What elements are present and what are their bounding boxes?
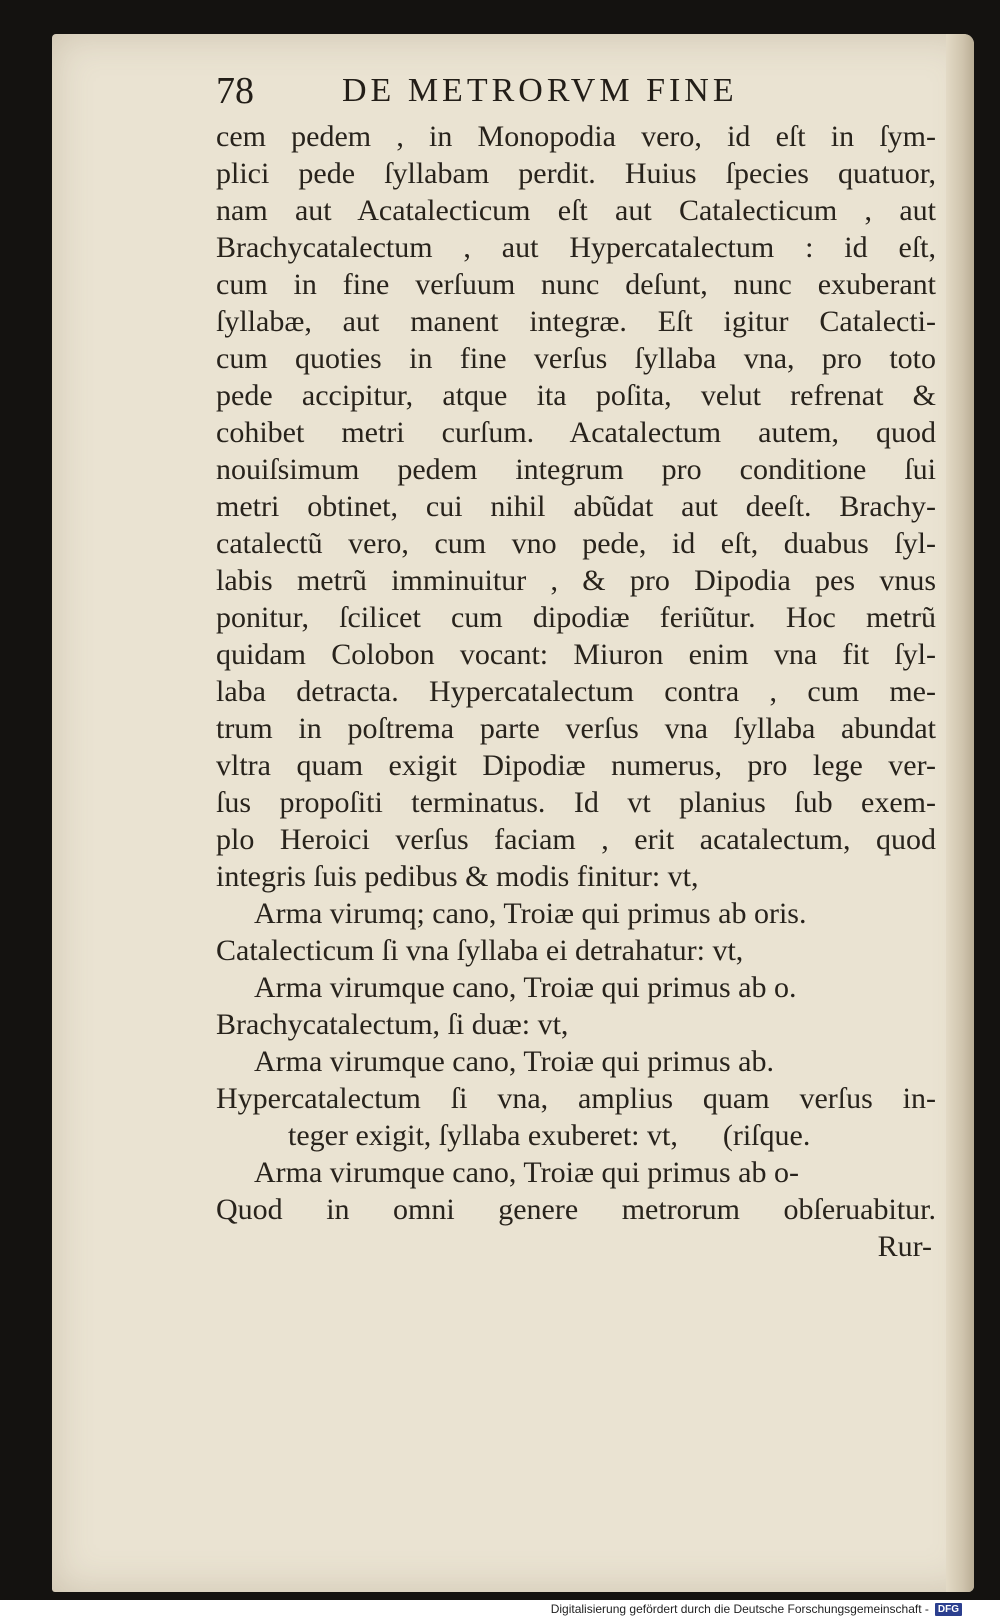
page-edge: [946, 34, 974, 1592]
text-line-1: cem pedem , in Monopodia vero, id eſt in ſym-: [216, 120, 936, 153]
page-number: 78: [216, 70, 254, 112]
verse-line-1: Arma virumq; cano, Troiæ qui primus ab oris.: [254, 897, 807, 930]
verse-line-4: Arma virumque cano, Troiæ qui primus ab o-: [254, 1156, 799, 1189]
text-line-6: ſyllabæ, aut manent integræ. Eſt igitur Catalecti-: [216, 305, 936, 338]
text-line-2: plici pede ſyllabam perdit. Huius ſpecies quatuor,: [216, 157, 936, 190]
text-line-21: integris ſuis pedibus & modis finitur: vt,: [216, 860, 699, 893]
digitization-note-text: Digitalisierung gefördert durch die Deutsche Forschungsgemeinschaft -: [550, 1602, 929, 1616]
text-line-23: Catalecticum ſi vna ſyllaba ei detrahatur: vt,: [216, 934, 744, 967]
text-line-27: Hypercatalectum ſi vna, amplius quam verſus in-: [216, 1082, 936, 1115]
text-line-5: cum in fine verſuum nunc deſunt, nunc exuberant: [216, 268, 936, 301]
text-line-17: trum in poſtrema parte verſus vna ſyllaba abundat: [216, 712, 936, 745]
text-line-30: Quod in omni genere metrorum obſeruabitur.: [216, 1193, 936, 1226]
verse-line-3: Arma virumque cano, Troiæ qui primus ab.: [254, 1045, 774, 1078]
text-line-15: quidam Colobon vocant: Miuron enim vna fit ſyl-: [216, 638, 936, 671]
text-line-10: nouiſsimum pedem integrum pro conditione ſui: [216, 453, 936, 486]
text-line-28: teger exigit, ſyllaba exuberet: vt, (riſque.: [288, 1119, 811, 1152]
text-line-4: Brachycatalectum , aut Hypercatalectum : id eſt,: [216, 231, 936, 264]
dfg-logo: DFG: [935, 1603, 962, 1616]
text-line-19: ſus propoſiti terminatus. Id vt planius ſub exem-: [216, 786, 936, 819]
text-line-16: laba detracta. Hypercatalectum contra , cum me-: [216, 675, 936, 708]
verse-line-2: Arma virumque cano, Troiæ qui primus ab o.: [254, 971, 797, 1004]
digitization-footer: [551, 1600, 962, 1618]
text-line-12: catalectũ vero, cum vno pede, id eſt, duabus ſyl-: [216, 527, 936, 560]
text-line-3: nam aut Acatalecticum eſt aut Catalecticum , aut: [216, 194, 936, 227]
running-title: DE METRORVM FINE: [342, 72, 738, 109]
text-line-25: Brachycatalectum, ſi duæ: vt,: [216, 1008, 569, 1041]
text-line-11: metri obtinet, cui nihil abũdat aut deeſt. Brachy-: [216, 490, 936, 523]
text-line-13: labis metrũ imminuitur , & pro Dipodia pes vnus: [216, 564, 936, 597]
running-head: [216, 68, 816, 114]
text-line-18: vltra quam exigit Dipodiæ numerus, pro lege ver-: [216, 749, 936, 782]
text-line-14: ponitur, ſcilicet cum dipodiæ feriũtur. Hoc metrũ: [216, 601, 936, 634]
text-line-7: cum quoties in fine verſus ſyllaba vna, pro toto: [216, 342, 936, 375]
body-text: [216, 118, 936, 1265]
text-line-8: pede accipitur, atque ita poſita, velut refrenat &: [216, 379, 936, 412]
text-line-20: plo Heroici verſus faciam , erit acatalectum, quod: [216, 823, 936, 856]
text-line-9: cohibet metri curſum. Acatalectum autem, quod: [216, 416, 936, 449]
catchword: Rur-: [877, 1230, 932, 1263]
